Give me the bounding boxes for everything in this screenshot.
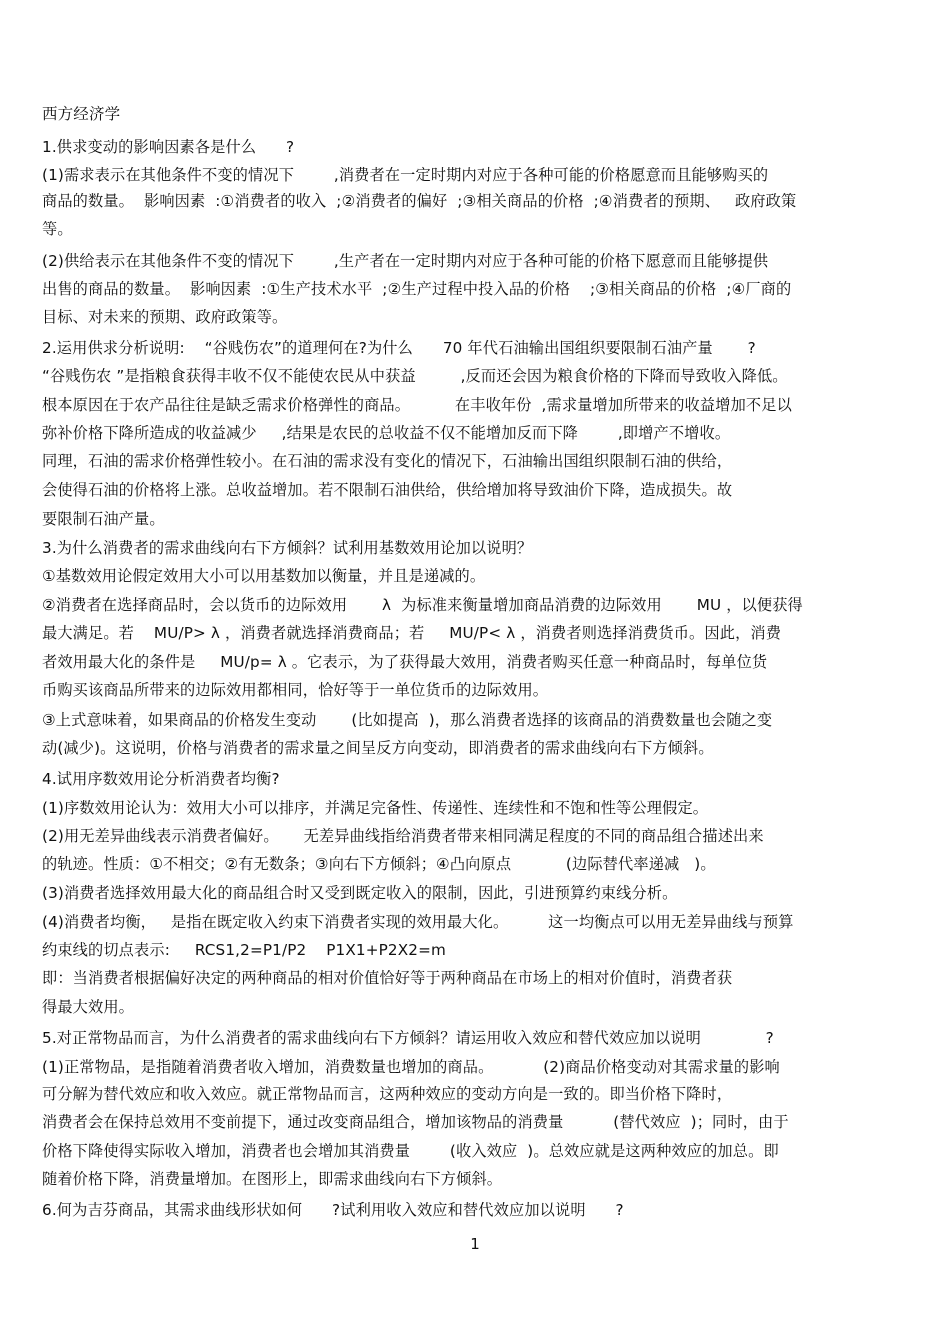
text-line: ②消费者在选择商品时，会以货币的边际效用 λ 为标准来衡量增加商品消费的边际效用 MU ，以便获得 [42,596,803,614]
text-line: 即：当消费者根据偏好决定的两种商品的相对价值恰好等于两种商品在市场上的相对价值时，消费者获 [42,969,733,987]
text-line: (3)消费者选择效用最大化的商品组合时又受到既定收入的限制，因此，引进预算约束线分析。 [42,884,678,902]
text-line: 根本原因在于农产品往往是缺乏需求价格弹性的商品。 在丰收年份 ,需求量增加所带来的收益增加不足以 [42,396,792,414]
text-line: 可分解为替代效应和收入效应。就正常物品而言，这两种效应的变动方向是一致的。即当价格下降时， [42,1085,733,1103]
text-line: (2)供给表示在其他条件不变的情况下 ,生产者在一定时期内对应于各种可能的价格下愿意而且能够提供 [42,252,769,270]
text-line: 者效用最大化的条件是 MU/p= λ 。它表示，为了获得最大效用，消费者购买任意一种商品时，每单位货 [42,653,768,671]
text-line: 约束线的切点表示: RCS1,2=P1/P2 P1X1+P2X2=m [42,941,446,959]
text-line: 最大满足。若 MU/P> λ ，消费者就选择消费商品；若 MU/P< λ ，消费者则选择消费货币。因此，消费 [42,624,782,642]
text-line: ③上式意味着，如果商品的价格发生变动 (比如提高 )，那么消费者选择的该商品的消费数量也会随之变 [42,711,773,729]
text-line: 弥补价格下降所造成的收益减少 ,结果是农民的总收益不仅不能增加反而下降 ,即增产不增收。 [42,424,731,442]
text-line: 等。 [42,220,73,238]
text-line: (2)用无差异曲线表示消费者偏好。 无差异曲线指给消费者带来相同满足程度的不同的商品组合描述出来 [42,827,764,845]
text-line: 会使得石油的价格将上涨。总收益增加。若不限制石油供给，供给增加将导致油价下降，造成损失。故 [42,481,733,499]
text-line: 消费者会在保持总效用不变前提下，通过改变商品组合，增加该物品的消费量 (替代效应 )；同时，由于 [42,1113,789,1131]
text-line: (1)需求表示在其他条件不变的情况下 ,消费者在一定时期内对应于各种可能的价格愿意而且能够购买的 [42,166,769,184]
question-6-heading: 6.何为吉芬商品，其需求曲线形状如何 ?试利用收入效应和替代效应加以说明 ? [42,1201,624,1219]
text-line: 商品的数量。 影响因素 :①消费者的收入 ;②消费者的偏好 ;③相关商品的价格 ;④消费者的预期、 政府政策 [42,192,797,210]
question-5-heading: 5.对正常物品而言，为什么消费者的需求曲线向右下方倾斜？请运用收入效应和替代效应加以说明 ? [42,1029,774,1047]
text-line: 同理，石油的需求价格弹性较小。在石油的需求没有变化的情况下，石油输出国组织限制石油的供给， [42,452,733,470]
question-4-heading: 4.试用序数效用论分析消费者均衡? [42,770,280,788]
text-line: (1)正常物品，是指随着消费者收入增加，消费数量也增加的商品。 (2)商品价格变动对其需求量的影响 [42,1058,780,1076]
text-line: 随着价格下降，消费量增加。在图形上，即需求曲线向右下方倾斜。 [42,1170,503,1188]
text-line: 要限制石油产量。 [42,510,165,528]
document-title: 西方经济学 [42,105,121,123]
text-line: ①基数效用论假定效用大小可以用基数加以衡量，并且是递减的。 [42,567,486,585]
question-2-heading: 2.运用供求分析说明: “谷贱伤农”的道理何在?为什么 70 年代石油输出国组织要限制石油产量 ? [42,339,756,357]
text-line: 目标、对未来的预期、政府政策等。 [42,308,288,326]
text-line: 价格下降使得实际收入增加，消费者也会增加其消费量 (收入效应 )。总效应就是这两种效应的加总。即 [42,1142,779,1160]
text-line: 动(减少)。这说明，价格与消费者的需求量之间呈反方向变动，即消费者的需求曲线向右下方倾斜。 [42,739,714,757]
text-line: 币购买该商品所带来的边际效用都相同，恰好等于一单位货币的边际效用。 [42,681,549,699]
text-line: “谷贱伤农 ”是指粮食获得丰收不仅不能使农民从中获益 ,反而还会因为粮食价格的下降而导致收入降低。 [42,367,788,385]
text-line: 得最大效用。 [42,998,135,1016]
page-number: 1 [470,1235,480,1253]
question-1-heading: 1.供求变动的影响因素各是什么 ? [42,138,295,156]
text-line: 出售的商品的数量。 影响因素 :①生产技术水平 ;②生产过程中投入品的价格 ;③相关商品的价格 ;④厂商的 [42,280,792,298]
question-3-heading: 3.为什么消费者的需求曲线向右下方倾斜？试利用基数效用论加以说明？ [42,539,533,557]
text-line: (1)序数效用论认为：效用大小可以排序，并满足完备性、传递性、连续性和不饱和性等公理假定。 [42,799,709,817]
text-line: 的轨迹。性质：①不相交；②有无数条；③向右下方倾斜；④凸向原点 (边际替代率递减 )。 [42,855,716,873]
text-line: (4)消费者均衡， 是指在既定收入约束下消费者实现的效用最大化。 这一均衡点可以用无差异曲线与预算 [42,913,794,931]
